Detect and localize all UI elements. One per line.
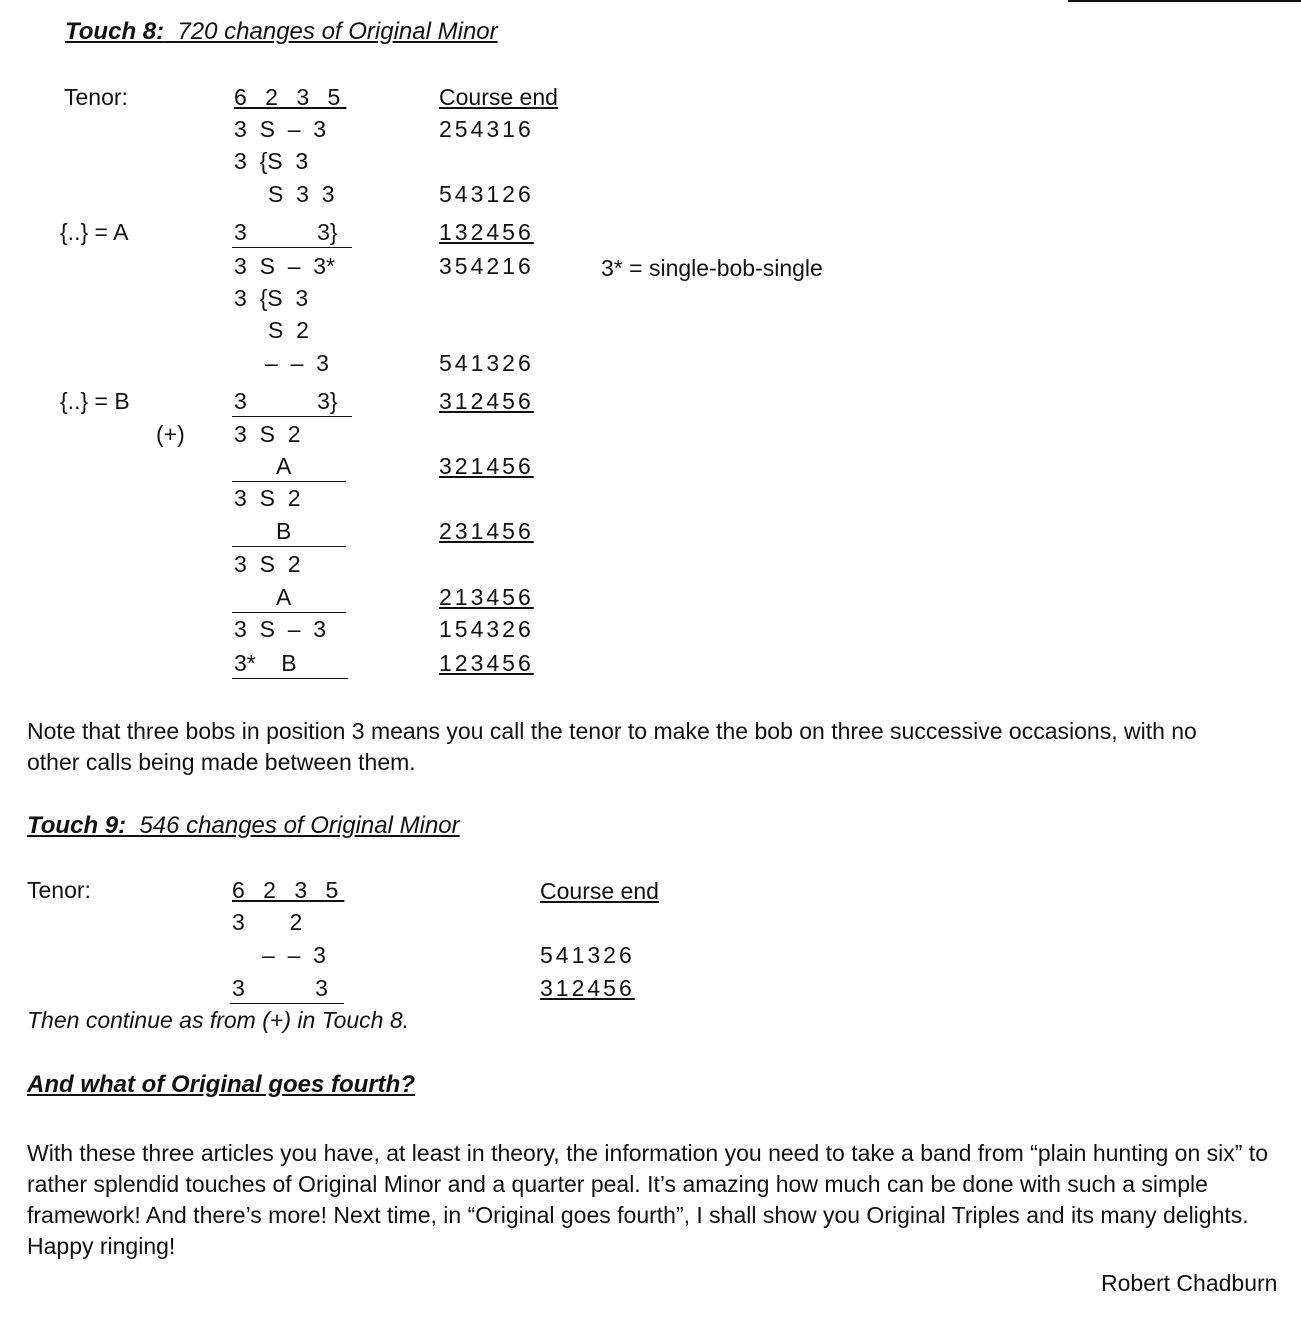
touch8-calls-row: 3 {S 3 (234, 148, 309, 174)
touch8-course-end: 123456 (439, 650, 534, 676)
touch8-course-end-label: Course end (439, 84, 558, 110)
touch8-course-end: 321456 (439, 453, 534, 479)
touch9-course-end-label: Course end (540, 878, 659, 904)
touch8-note-paragraph: Note that three bobs in position 3 means you call the tenor to make the bob on three successive occasions, with no other calls being made between them. (27, 718, 1197, 775)
touch8-block-rule (232, 481, 346, 482)
touch9-tenor-label: Tenor: (27, 877, 91, 903)
touch8-block-rule (232, 612, 346, 613)
touch8-block-rule (232, 416, 352, 417)
touch8-course-end: 541326 (439, 350, 534, 376)
touch9-title: Touch 9: 546 changes of Original Minor (27, 812, 460, 839)
touch9-continue-text: Then continue as from (+) in Touch 8. (27, 1007, 410, 1033)
touch9-course-end: 312456 (540, 975, 635, 1001)
section-heading: And what of Original goes fourth? (27, 1071, 415, 1098)
top-edge-rule (1068, 0, 1301, 2)
touch8-course-end: 213456 (439, 584, 534, 610)
touch8-star-note: 3* = single-bob-single (601, 255, 823, 281)
touch8-calls-row: – – 3 (265, 350, 329, 376)
touch8-block-rule (232, 247, 352, 248)
touch8-block-rule (232, 546, 346, 547)
touch8-course-end: 543126 (439, 181, 534, 207)
touch8-calls-row: B (276, 518, 292, 544)
touch8-calls-row: 3 3} (234, 219, 338, 245)
touch8-course-end: 231456 (439, 518, 534, 544)
touch8-block-rule (232, 678, 348, 679)
touch8-calls-row: 3 S – 3* (234, 253, 336, 279)
touch8-calls-row: 3 S 2 (234, 485, 301, 511)
touch8-calls-row: A (276, 584, 292, 610)
touch9-calls-row: 3 3 (232, 975, 328, 1001)
touch8-calls-row: A (276, 453, 292, 479)
touch8-calls-row: 3 S – 3 (234, 116, 327, 142)
touch8-plus-marker: (+) (156, 421, 185, 447)
author-signature: Robert Chadburn (1101, 1270, 1278, 1296)
touch8-calls-row: 3 S 2 (234, 551, 301, 577)
touch8-calls-row: 3* B (234, 650, 297, 676)
touch8-course-end: 354216 (439, 253, 534, 279)
touch8-tenor-label: Tenor: (64, 84, 128, 110)
touch8-course-end: 254316 (439, 116, 534, 142)
touch8-course-end: 132456 (439, 219, 534, 245)
touch8-calls-row: 3 S 2 (234, 421, 301, 447)
touch8-header-calls: 6 2 3 5 (234, 84, 347, 110)
touch9-calls-row: – – 3 (262, 942, 326, 968)
touch8-title: Touch 8: 720 changes of Original Minor (65, 18, 498, 45)
touch8-calls-row: S 3 3 (268, 181, 335, 207)
touch8-label-b: {..} = B (60, 388, 130, 414)
touch9-course-end: 541326 (540, 942, 635, 968)
touch9-block-rule (230, 1003, 344, 1004)
touch8-label-a: {..} = A (60, 219, 129, 245)
touch8-calls-row: 3 S – 3 (234, 616, 327, 642)
touch8-calls-row: 3 3} (234, 388, 338, 414)
touch8-calls-row: 3 {S 3 (234, 285, 309, 311)
section-body: With these three articles you have, at least in theory, the information you need to take a band from “plain hunting on six” to rather splendid touches of Original Minor and a quarter peal. It’s amazing how much can be done with such a simple framework! And there’s more! Next time, in “Original goes fourth”, I shall show you Original Triples and its many delights. Happy ringing! (27, 1140, 1268, 1259)
touch8-calls-row: S 2 (268, 317, 309, 343)
touch9-calls-row: 3 2 (232, 909, 303, 935)
touch8-course-end: 154326 (439, 616, 534, 642)
touch8-course-end: 312456 (439, 388, 534, 414)
touch9-header-calls: 6 2 3 5 (232, 877, 345, 903)
